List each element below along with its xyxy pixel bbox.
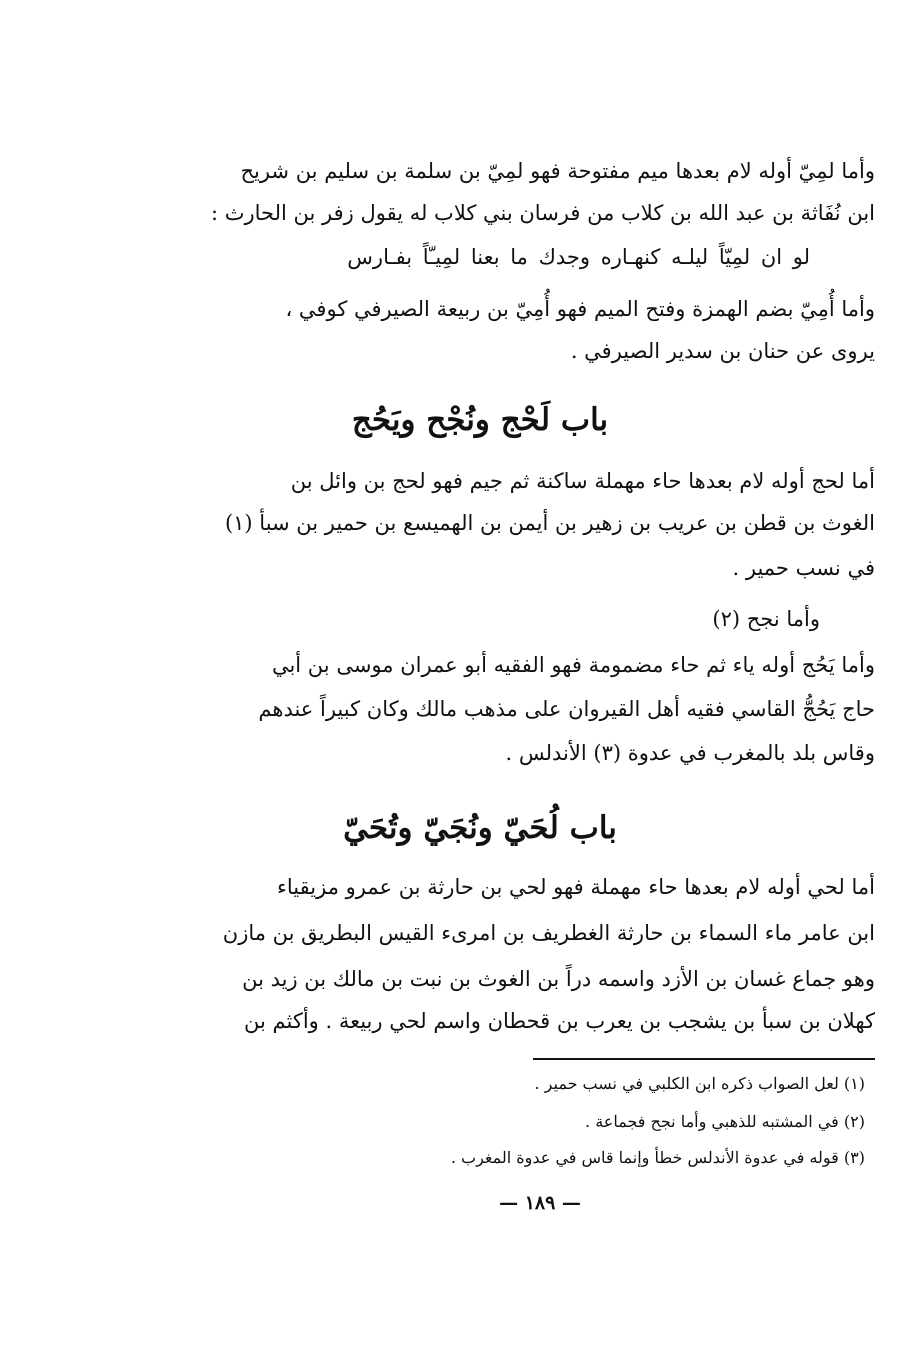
text-line: وأما أُمِيّ بضم الهمزة وفتح الميم فهو أُمِيّ بن ربيعة الصيرفي كوفي ، bbox=[285, 297, 875, 321]
text-line: ابن نُفَاثة بن عبد الله بن كلاب من فرسان بني كلاب له يقول زفر بن الحارث : bbox=[211, 201, 875, 225]
footnote: (٣) قوله في عدوة الأندلس خطأ وإنما قاس في عدوة المغرب . bbox=[450, 1148, 865, 1167]
footnote-divider bbox=[533, 1058, 875, 1060]
text-line: وأما لمِيّ أوله لام بعدها ميم مفتوحة فهو لمِيّ بن سلمة بن سليم بن شريح bbox=[240, 159, 875, 183]
footnote: (١) لعل الصواب ذكره ابن الكلبي في نسب حمير . bbox=[534, 1074, 865, 1093]
text-line: أما لحي أوله لام بعدها حاء مهملة فهو لحي بن حارثة بن عمرو مزيقياء bbox=[277, 875, 875, 899]
footnote: (٢) في المشتبه للذهبي وأما نجح فجماعة . bbox=[585, 1112, 865, 1131]
text-line: وهو جماع غسان بن الأزد واسمه دراً بن الغوث بن نبت بن مالك بن زيد بن bbox=[242, 967, 875, 991]
text-line: يروى عن حنان بن سدير الصيرفي . bbox=[570, 339, 875, 363]
text-line: وأما يَحُج أوله ياء ثم حاء مضمومة فهو الفقيه أبو عمران موسى بن أبي bbox=[271, 653, 875, 677]
page-number: — ١٨٩ — bbox=[499, 1192, 581, 1214]
section-heading: باب لُحَيّ ونُجَيّ وتُحَيّ bbox=[343, 810, 617, 846]
text-line: وأما نجح (٢) bbox=[712, 607, 820, 631]
section-heading: باب لَحْج ونُجْح ويَحُج bbox=[351, 402, 609, 438]
text-line: وقاس بلد بالمغرب في عدوة (٣) الأندلس . bbox=[505, 741, 875, 765]
text-line: حاج يَحُجُّ القاسي فقيه أهل القيروان على مذهب مالك وكان كبيراً عندهم bbox=[258, 697, 875, 721]
text-line: الغوث بن قطن بن عريب بن زهير بن أيمن بن الهميسع بن حمير بن سبأ (١) bbox=[224, 511, 875, 535]
poem-verse: لو ان لمِيّاً ليلـه كنهـاره وجدك ما بعنا لمِيـّاً بفـارس bbox=[347, 245, 810, 269]
text-line: في نسب حمير . bbox=[732, 556, 875, 580]
text-line: ابن عامر ماء السماء بن حارثة الغطريف بن امرىء القيس البطريق بن مازن bbox=[222, 921, 875, 945]
text-line: كهلان بن سبأ بن يشجب بن يعرب بن قحطان واسم لحي ربيعة . وأكثم بن bbox=[244, 1009, 875, 1033]
text-line: أما لحج أوله لام بعدها حاء مهملة ساكنة ثم جيم فهو لحج بن وائل بن bbox=[290, 469, 875, 493]
